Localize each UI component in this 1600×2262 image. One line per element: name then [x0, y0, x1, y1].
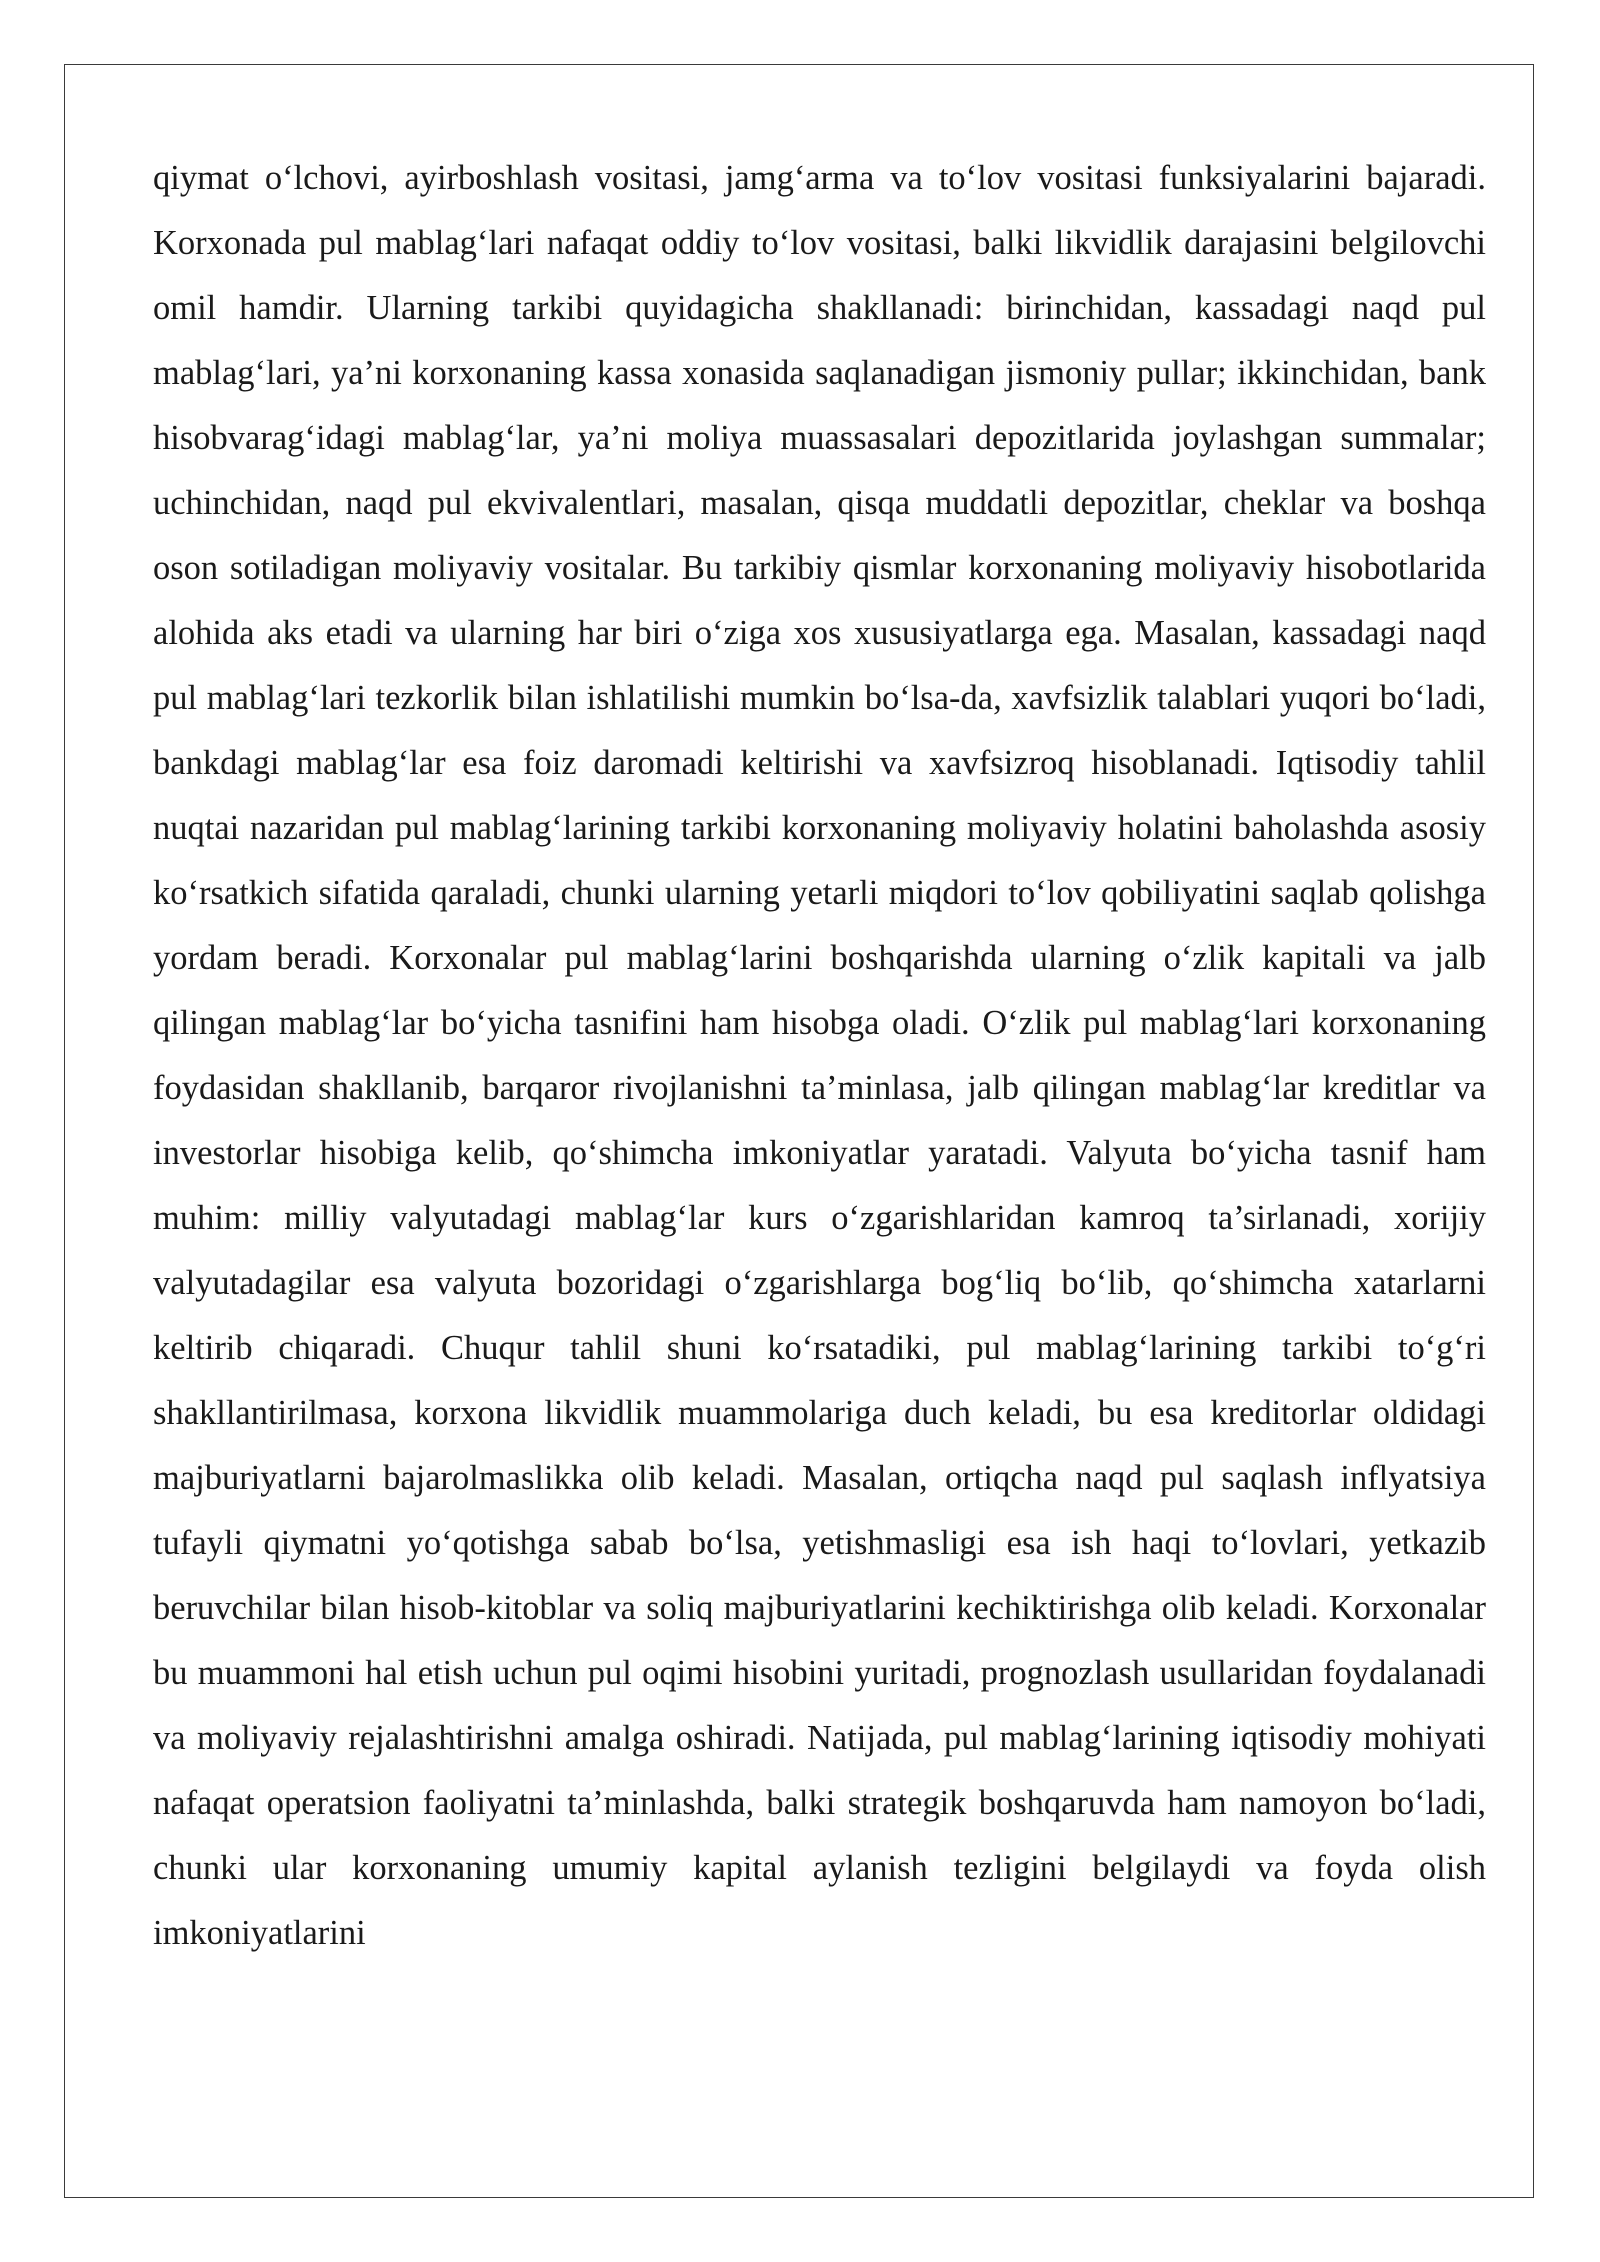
body-paragraph: qiymat o‘lchovi, ayirboshlash vositasi, jamg‘arma va to‘lov vositasi funksiyalarini bajaradi. Korxonada pul mablag‘lari nafaqat oddiy to‘lov vositasi, balki likvidlik darajasini belgilovchi omil hamdir. Ularning tarkibi quyidagicha shakllanadi: birinchidan, kassadagi naqd pul mablag‘lari, ya’ni korxonaning kassa xonasida saqlanadigan jismoniy pullar; ikkinchidan, bank hisobvarag‘idagi mablag‘lar, ya’ni moliya muassasalari depozitlarida joylashgan summalar; uchinchidan, naqd pul ekvivalentlari, masalan, qisqa muddatli depozitlar, cheklar va boshqa oson sotiladigan moliyaviy vositalar. Bu tarkibiy qismlar korxonaning moliyaviy hisobotlarida alohida aks etadi va ularning har biri o‘ziga xos xususiyatlarga ega. Masalan, kassadagi naqd pul mablag‘lari tezkorlik bilan ishlatilishi mumkin bo‘lsa-da, xavfsizlik talablari yuqori bo‘ladi, bankdagi mablag‘lar esa foiz daromadi keltirishi va xavfsizroq hisoblanadi. Iqtisodiy tahlil nuqtai nazaridan pul mablag‘larining tarkibi korxonaning moliyaviy holatini baholashda asosiy ko‘rsatkich sifatida qaraladi, chunki ularning yetarli miqdori to‘lov qobiliyatini saqlab qolishga yordam beradi. Korxonalar pul mablag‘larini boshqarishda ularning o‘zlik kapitali va jalb qilingan mablag‘lar bo‘yicha tasnifini ham hisobga oladi. O‘zlik pul mablag‘lari korxonaning foydasidan shakllanib, barqaror rivojlanishni ta’minlasa, jalb qilingan mablag‘lar kreditlar va investorlar hisobiga kelib, qo‘shimcha imkoniyatlar yaratadi. Valyuta bo‘yicha tasnif ham muhim: milliy valyutadagi mablag‘lar kurs o‘zgarishlaridan kamroq ta’sirlanadi, xorijiy valyutadagilar esa valyuta bozoridagi o‘zgarishlarga bog‘liq bo‘lib, qo‘shimcha xatarlarni keltirib chiqaradi. Chuqur tahlil shuni ko‘rsatadiki, pul mablag‘larining tarkibi to‘g‘ri shakllantirilmasa, korxona likvidlik muammolariga duch keladi, bu esa kreditorlar oldidagi majburiyatlarni bajarolmaslikka olib keladi. Masalan, ortiqcha naqd pul saqlash inflyatsiya tufayli qiymatni yo‘qotishga sabab bo‘lsa, yetishmasligi esa ish haqi to‘lovlari, yetkazib beruvchilar bilan hisob-kitoblar va soliq majburiyatlarini kechiktirishga olib keladi. Korxonalar bu muammoni hal etish uchun pul oqimi hisobini yuritadi, prognozlash usullaridan foydalanadi va moliyaviy rejalashtirishni amalga oshiradi. Natijada, pul mablag‘larining iqtisodiy mohiyati nafaqat operatsion faoliyatni ta’minlashda, balki strategik boshqaruvda ham namoyon bo‘ladi, chunki ular korxonaning umumiy kapital aylanish tezligini belgilaydi va foyda olish imkoniyatlarini	[153, 159, 1486, 1952]
